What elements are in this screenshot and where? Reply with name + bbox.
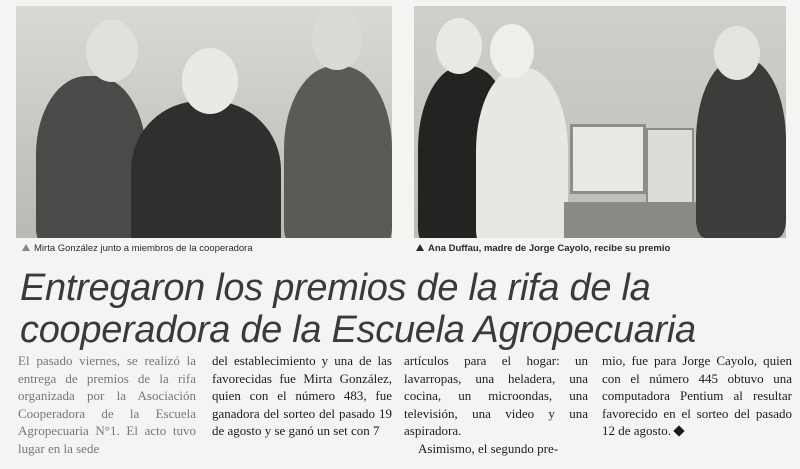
person-figure — [36, 76, 146, 238]
person-head — [436, 18, 482, 74]
end-mark-icon — [673, 426, 684, 437]
article-column-2 — [212, 352, 392, 440]
person-head — [490, 24, 534, 78]
photo-caption-left — [22, 243, 253, 254]
article-column-1 — [18, 352, 196, 458]
person-head — [312, 10, 362, 70]
caption-text: Ana Duffau, madre de Jorge Cayolo, recibe su premio — [428, 243, 671, 254]
headline-line-2: cooperadora de la Escuela Agropecuaria — [20, 309, 696, 351]
desk — [564, 202, 704, 238]
article-paragraph-container — [602, 352, 792, 440]
headline-line-1: Entregaron los premios de la rifa de la — [20, 267, 651, 309]
person-head — [714, 26, 760, 80]
article-paragraph: Asimismo, el segundo pre- — [418, 440, 559, 456]
person-figure — [131, 101, 281, 238]
caption-text: Mirta González junto a miembros de la cooperadora — [34, 243, 253, 254]
article-column-4 — [602, 352, 792, 440]
computer-monitor — [570, 124, 646, 194]
photo-caption-right — [416, 243, 670, 254]
article-column-3 — [404, 352, 588, 458]
photo-prize-handover — [414, 6, 786, 238]
person-figure — [284, 66, 392, 238]
article-paragraph: mio, fue para Jorge Cayolo, quien con el número 445 obtuvo una computadora Pentium al resultar favorecido en el sorteo del pasado 12 de agosto. — [602, 353, 792, 439]
article-paragraph: del establecimiento y una de las favorecidas fue Mirta González, quien con el número 483, fue ganadora del sorteo del pasado 19 de agosto y se ganó un set con 7 — [212, 353, 392, 439]
person-figure — [476, 68, 568, 238]
person-head — [182, 48, 238, 114]
person-figure — [696, 58, 786, 238]
photo-cooperadora-members — [16, 6, 392, 238]
caption-marker-icon — [22, 244, 30, 251]
person-head — [86, 20, 138, 82]
article-paragraph: El pasado viernes, se realizó la entrega de premios de la rifa organizada por la Asociación Cooperadora de la Escuela Agropecuaria N°1. El acto tuvo lugar en la sede — [18, 353, 196, 456]
article-paragraph: artículos para el hogar: un lavarropas, una heladera, una cocina, un microondas, una televisión, una video y una aspiradora. — [404, 353, 588, 439]
computer-case — [646, 128, 694, 208]
caption-marker-icon — [416, 244, 424, 251]
